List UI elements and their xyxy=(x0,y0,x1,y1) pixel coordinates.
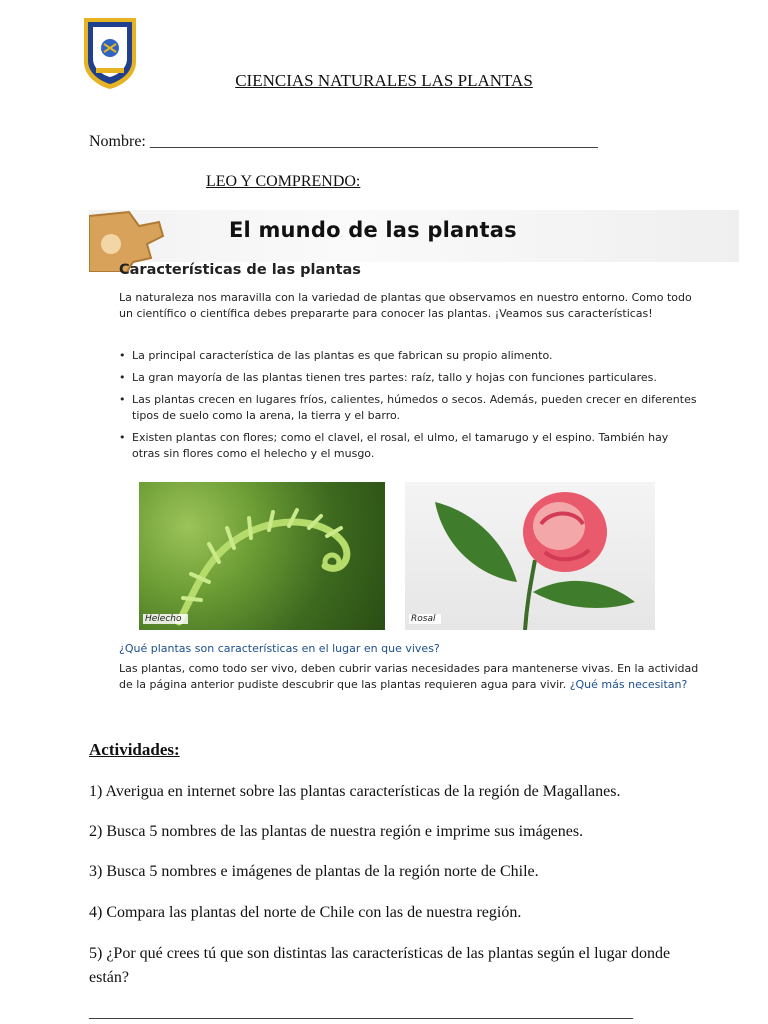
activities-heading: Actividades: xyxy=(89,740,180,759)
reading-intro: La naturaleza nos maravilla con la variedad de plantas que observamos en nuestro entorno. Como todo un científico o científica debes prepararte para conocer las plantas. ¡Veamos sus características! xyxy=(119,291,692,320)
answer-line: ____________________________________________________________________ xyxy=(89,1004,633,1021)
list-item: • Existen plantas con flores; como el clavel, el rosal, el ulmo, el tamarugo y el espino. También hay otras sin flores como el helecho y el musgo. xyxy=(119,430,699,462)
reading-subtitle: Características de las plantas xyxy=(119,262,361,278)
activity-item: 3) Busca 5 nombres e imágenes de plantas de la región norte de Chile. xyxy=(89,863,539,880)
rose-photo xyxy=(405,482,655,630)
list-item: • La gran mayoría de las plantas tienen tres partes: raíz, tallo y hojas con funciones particulares. xyxy=(119,370,699,386)
reading-title: El mundo de las plantas xyxy=(229,218,517,242)
fern-caption: Helecho xyxy=(143,614,188,624)
activity-item: 5) ¿Por qué crees tú que son distintas las características de las plantas según el lugar donde están? xyxy=(89,945,671,986)
reading-question: ¿Qué plantas son características en el lugar en que vives? xyxy=(119,642,440,655)
name-line xyxy=(89,133,598,151)
list-item: • La principal característica de las plantas es que fabrican su propio alimento. xyxy=(119,348,699,364)
section-label: LEO Y COMPRENDO: xyxy=(206,173,361,190)
name-blank: ________________________________________________________ xyxy=(149,133,598,150)
page-title: CIENCIAS NATURALES LAS PLANTAS xyxy=(235,71,533,90)
activity-item: 2) Busca 5 nombres de las plantas de nuestra región e imprime sus imágenes. xyxy=(89,823,584,840)
activity-item: 1) Averigua en internet sobre las plantas características de la región de Magallanes. xyxy=(89,783,621,800)
list-item: • Las plantas crecen en lugares fríos, calientes, húmedos o secos. Además, pueden crecer en diferentes tipos de suelo como la arena, la tierra y el barro. xyxy=(119,392,699,424)
reading-paragraph-question: ¿Qué más necesitan? xyxy=(569,678,688,691)
activity-item: 4) Compara las plantas del norte de Chile con las de nuestra región. xyxy=(89,904,522,921)
characteristics-list xyxy=(119,348,699,468)
name-label: Nombre: xyxy=(89,133,150,150)
fern-photo xyxy=(139,482,385,630)
rose-caption: Rosal xyxy=(409,614,441,624)
reading-scan xyxy=(89,210,739,720)
reading-paragraph: Las plantas, como todo ser vivo, deben cubrir varias necesidades para mantenerse vivas. En la actividad de la página anterior pudiste descubrir que las plantas requieren agua para vivir. ¿Qué más necesitan? xyxy=(119,662,699,691)
